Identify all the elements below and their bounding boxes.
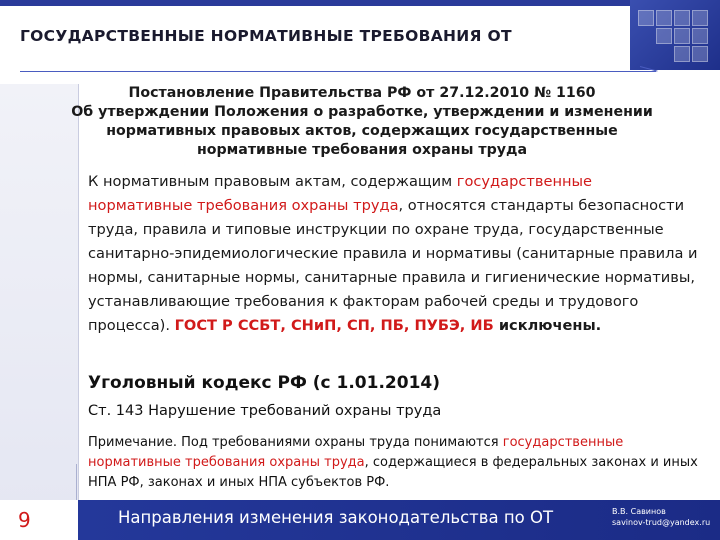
- article-143-title: Ст. 143 Нарушение требований охраны труда: [88, 403, 442, 419]
- decree-line-1: Постановление Правительства РФ от 27.12.2010 № 1160: [128, 85, 596, 101]
- footer-title: Направления изменения законодательства по ОТ: [118, 508, 554, 527]
- author-name: В.В. Савинов: [612, 507, 666, 516]
- paragraph-start: К нормативным правовым актам, содержащим: [88, 173, 457, 190]
- decree-line-4: нормативные требования охраны труда: [196, 142, 528, 158]
- paragraph-highlight-requirements: государственные нормативные требования охраны труда: [88, 173, 593, 214]
- slide-title: ГОСУДАРСТВЕННЫЕ НОРМАТИВНЫЕ ТРЕБОВАНИЯ ОТ: [20, 27, 512, 45]
- criminal-code-heading: Уголовный кодекс РФ (с 1.01.2014): [88, 373, 441, 393]
- decree-line-3: нормативных правовых актов, содержащих государственные: [106, 123, 618, 139]
- main-paragraph: [88, 170, 700, 338]
- note-paragraph: [88, 433, 708, 493]
- header-top-strip: [0, 0, 720, 6]
- paragraph-highlight-excluded-standards: ГОСТ Р ССБТ, СНиП, СП, ПБ, ПУБЭ, ИБ: [174, 317, 494, 334]
- title-underline: [20, 71, 656, 72]
- slide-footer: [0, 500, 720, 540]
- header-decorative-tiles: [630, 0, 720, 70]
- note-end: , содержащиеся в федеральных законах и иных НПА РФ, законах и иных НПА субъектов РФ.: [88, 455, 698, 490]
- note-start: Примечание. Под требованиями охраны труда понимаются: [88, 435, 503, 450]
- paragraph-end: исключены.: [493, 317, 602, 334]
- author-credit: [612, 506, 710, 528]
- slide-header: [0, 0, 720, 84]
- paragraph-middle: , относятся стандарты безопасности труда, правила и типовые инструкции по охране труда, государственные санитарно-эпидемиологические правила и нормативы (санитарные правила и нормы, санитарные нормы, санитарные правила и гигиенические нормативы, устанавливающие требования к факторам рабочей среды и трудового процесса).: [88, 197, 698, 334]
- note-highlight: государственные нормативные требования охраны труда: [88, 435, 624, 470]
- decree-heading: [30, 84, 694, 160]
- author-email: savinov-trud@yandex.ru: [612, 518, 711, 527]
- decree-line-2: Об утверждении Положения о разработке, утверждении и изменении: [71, 104, 653, 120]
- page-number: 9: [18, 508, 31, 532]
